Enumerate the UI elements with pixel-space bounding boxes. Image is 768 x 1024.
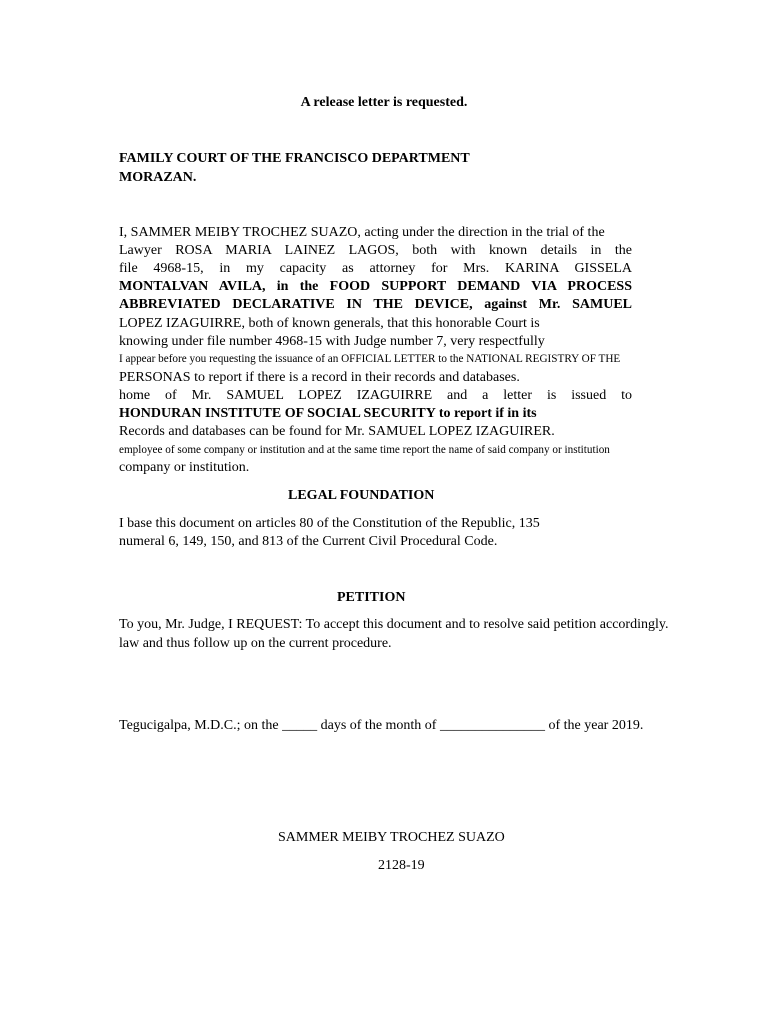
body-line-9: PERSONAS to report if there is a record in their records and databases. [119, 370, 520, 385]
body-line-3: file 4968-15, in my capacity as attorney for Mrs. KARINA GISSELA [119, 261, 632, 276]
body-line-4: MONTALVAN AVILA, in the FOOD SUPPORT DEMAND VIA PROCESS [119, 279, 632, 294]
body-line-11: HONDURAN INSTITUTE OF SOCIAL SECURITY to report if in its [119, 406, 537, 421]
body-line-7: knowing under file number 4968-15 with Judge number 7, very respectfully [119, 334, 545, 349]
legal-text-line-2: numeral 6, 149, 150, and 813 of the Current Civil Procedural Code. [119, 534, 498, 549]
body-line-5: ABBREVIATED DECLARATIVE IN THE DEVICE, against Mr. SAMUEL [119, 297, 632, 312]
court-line-1: FAMILY COURT OF THE FRANCISCO DEPARTMENT [119, 151, 470, 166]
body-line-10: home of Mr. SAMUEL LOPEZ IZAGUIRRE and a letter is issued to [119, 388, 632, 403]
body-line-1: I, SAMMER MEIBY TROCHEZ SUAZO, acting under the direction in the trial of the [119, 225, 605, 240]
body-line-6: LOPEZ IZAGUIRRE, both of known generals, that this honorable Court is [119, 316, 540, 331]
body-line-2: Lawyer ROSA MARIA LAINEZ LAGOS, both with known details in the [119, 243, 632, 258]
petition-text-line-2: law and thus follow up on the current procedure. [119, 636, 392, 651]
court-line-2: MORAZAN. [119, 170, 197, 185]
body-line-8: I appear before you requesting the issuance of an OFFICIAL LETTER to the NATIONAL REGISTRY OF THE [119, 353, 621, 365]
signature-number: 2128-19 [378, 858, 425, 873]
signature-name: SAMMER MEIBY TROCHEZ SUAZO [278, 830, 505, 845]
request-line: A release letter is requested. [300, 95, 468, 110]
date-line: Tegucigalpa, M.D.C.; on the _____ days of the month of _______________ of the year 2019. [119, 718, 644, 733]
body-line-12: Records and databases can be found for Mr. SAMUEL LOPEZ IZAGUIRER. [119, 424, 555, 439]
legal-foundation-heading: LEGAL FOUNDATION [288, 488, 435, 503]
petition-heading: PETITION [337, 590, 406, 605]
body-line-13: employee of some company or institution and at the same time report the name of said company or institution [119, 444, 610, 456]
legal-text-line-1: I base this document on articles 80 of the Constitution of the Republic, 135 [119, 516, 540, 531]
petition-text-line-1: To you, Mr. Judge, I REQUEST: To accept this document and to resolve said petition accordingly. [119, 617, 669, 632]
body-line-14: company or institution. [119, 460, 250, 475]
